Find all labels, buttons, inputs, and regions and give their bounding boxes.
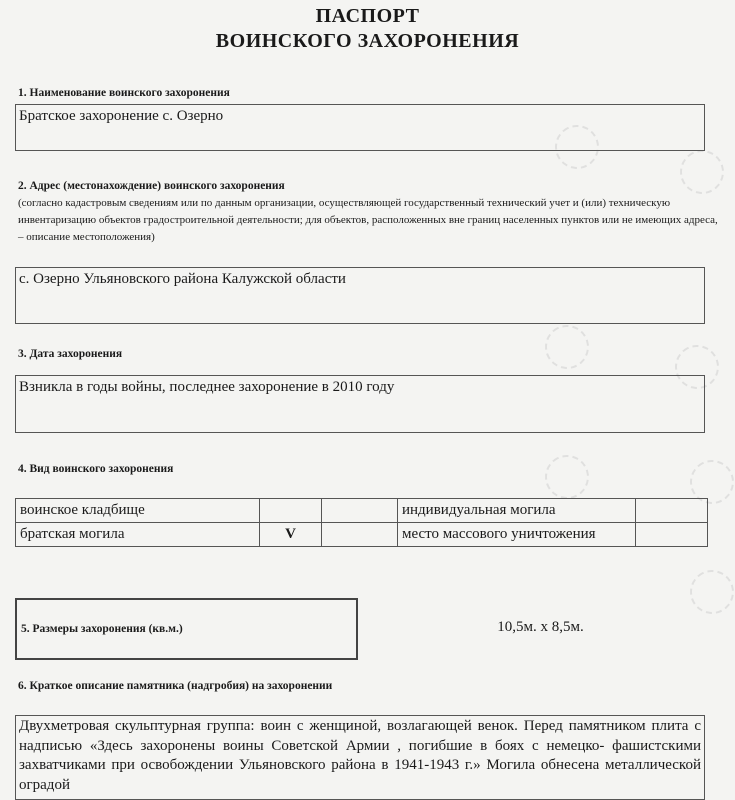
watermark-stamp	[536, 316, 598, 378]
burial-name-field	[15, 104, 705, 151]
table-row	[16, 523, 708, 547]
section-1-heading: 1. Наименование воинского захоронения	[18, 87, 230, 99]
type-individual-grave: индивидуальная могила	[398, 499, 636, 523]
type-mass-grave: братская могила	[16, 523, 260, 547]
type-mass-grave-mark: V	[260, 523, 322, 547]
document-subtitle: ВОИНСКОГО ЗАХОРОНЕНИЯ	[215, 30, 520, 52]
monument-description-value: Двухметровая скульптурная группа: воин с женщиной, возлагающей венок. Перед памятником плита с надписью «Здесь захоронены воины Советской Армии , погибшие в боях с немецко- фашистскими захватчиками при освобождении Ульяновского района в 1941-1943 г.» Могила обнесена металлической оградой	[19, 718, 701, 793]
monument-description-field	[15, 715, 705, 800]
burial-name-value: Братское захоронение с. Озерно	[19, 108, 224, 124]
section-5-heading	[15, 598, 358, 660]
section-2-note: (согласно кадастровым сведениям или по данным организации, осуществляющей государственный технический учет и (или) техническую инвентаризацию объектов градостроительной деятельности; для объектов, расположенных вне границ населенных пунктов или не имеющих адреса, – описание местоположения)	[18, 197, 718, 243]
section-6-heading: 6. Краткое описание памятника (надгробия) на захоронении	[18, 680, 333, 692]
type-extra-cell	[636, 499, 708, 523]
type-extra-cell	[636, 523, 708, 547]
burial-date-value: Взникла в годы войны, последнее захоронение в 2010 году	[19, 379, 395, 395]
section-2-heading: 2. Адрес (местонахождение) воинского захоронения	[18, 180, 285, 192]
table-row	[16, 499, 708, 523]
section-3-heading: 3. Дата захоронения	[18, 348, 123, 360]
section-5-heading-text: 5. Размеры захоронения (кв.м.)	[21, 623, 183, 635]
type-mass-destruction-site: место массового уничтожения	[398, 523, 636, 547]
section-4-heading: 4. Вид воинского захоронения	[18, 463, 174, 475]
burial-date-field	[15, 375, 705, 433]
type-military-cemetery-mark	[260, 499, 322, 523]
burial-type-table	[15, 498, 708, 547]
burial-size-value: 10,5м. х 8,5м.	[497, 619, 584, 635]
type-mass-destruction-mark	[322, 523, 398, 547]
address-value: с. Озерно Ульяновского района Калужской области	[19, 271, 346, 287]
document-title: ПАСПОРТ	[315, 5, 420, 27]
type-military-cemetery: воинское кладбище	[16, 499, 260, 523]
type-individual-grave-mark	[322, 499, 398, 523]
address-field	[15, 267, 705, 324]
